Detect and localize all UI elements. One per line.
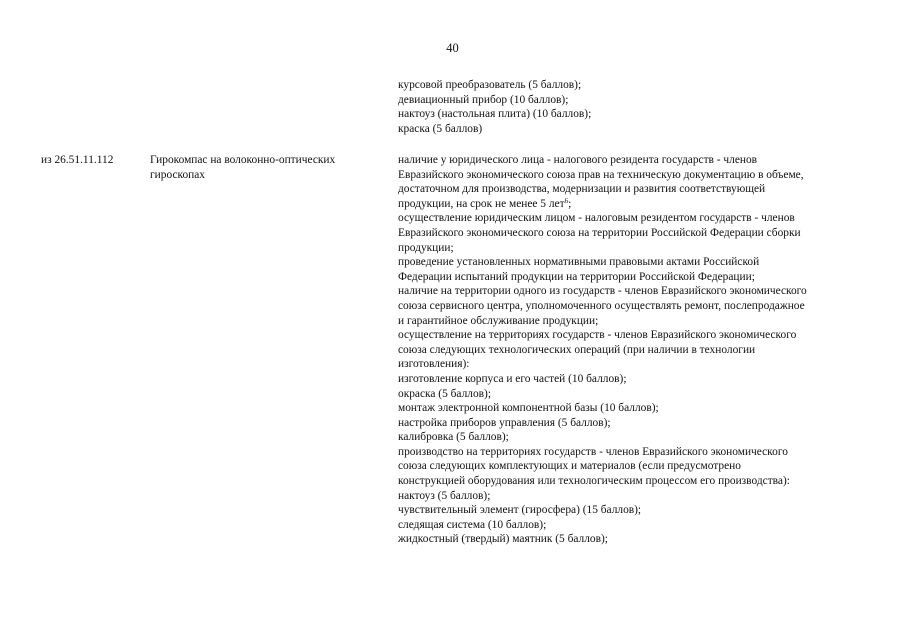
requirement-line: производство на территориях государств - членов Евразийского экономического (398, 445, 788, 458)
requirement-line-with-footnote (398, 197, 878, 212)
requirement-line: нактоуз (5 баллов); (398, 489, 491, 502)
row-requirements (398, 153, 878, 547)
requirement-line: краска (5 баллов) (398, 122, 483, 135)
requirement-line: Федерации испытаний продукции на территории Российской Федерации; (398, 270, 755, 283)
requirement-line: изготовление корпуса и его частей (10 баллов); (398, 372, 627, 385)
requirement-line: следящая система (10 баллов); (398, 518, 547, 531)
okpd2-code: из 26.51.11.112 (41, 154, 114, 166)
prev-row-requirements (398, 78, 878, 136)
requirement-line: проведение установленных нормативными правовыми актами Российской (398, 256, 760, 269)
requirement-line: монтаж электронной компонентной базы (10 баллов); (398, 402, 659, 415)
requirement-line: осуществление на территориях государств - членов Евразийского экономического (398, 329, 797, 342)
requirement-line: достаточном для производства, модернизации и развития соответствующей (398, 183, 766, 196)
requirement-line-text: продукции, на срок не менее 5 лет (398, 197, 565, 210)
requirement-line: союза сервисного центра, уполномоченного осуществлять ремонт, послепродажное (398, 299, 805, 312)
product-name-line: гироскопах (150, 168, 205, 181)
requirement-line: Евразийского экономического союза на территории Российской Федерации сборки (398, 226, 801, 239)
product-name-line: Гирокомпас на волоконно-оптических (150, 154, 336, 166)
requirement-line: чувствительный элемент (гиросфера) (15 баллов); (398, 504, 642, 517)
product-name (150, 153, 380, 182)
requirement-line: калибровка (5 баллов); (398, 431, 509, 444)
requirement-line: продукции; (398, 241, 454, 254)
requirement-line: союза следующих комплектующих и материалов (если предусмотрено (398, 460, 741, 473)
requirement-line: окраска (5 баллов); (398, 387, 491, 400)
page-number: 40 (446, 41, 459, 55)
requirement-line: изготовления): (398, 358, 470, 371)
requirement-line: нактоуз (настольная плита) (10 баллов); (398, 108, 592, 121)
requirement-line: жидкостный (твердый) маятник (5 баллов); (398, 533, 608, 546)
requirement-line: Евразийского экономического союза прав на техническую документацию в объеме, (398, 168, 804, 181)
requirement-line: наличие на территории одного из государств - членов Евразийского экономического (398, 285, 807, 298)
requirement-line: наличие у юридического лица - налогового резидента государств - членов (398, 154, 758, 166)
footnote-tail: ; (568, 197, 572, 210)
footnote-mark: 6 (564, 196, 569, 205)
requirement-line: конструкцией оборудования или технологическим процессом его производства): (398, 475, 790, 488)
requirement-line: девиационный прибор (10 баллов); (398, 93, 569, 106)
requirement-line: и гарантийное обслуживание продукции; (398, 314, 599, 327)
requirement-line: курсовой преобразователь (5 баллов); (398, 79, 582, 91)
requirement-line: настройка приборов управления (5 баллов); (398, 416, 611, 429)
requirement-line: осуществление юридическим лицом - налоговым резидентом государств - членов (398, 212, 795, 225)
requirement-line: союза следующих технологических операций (при наличии в технологии (398, 343, 756, 356)
